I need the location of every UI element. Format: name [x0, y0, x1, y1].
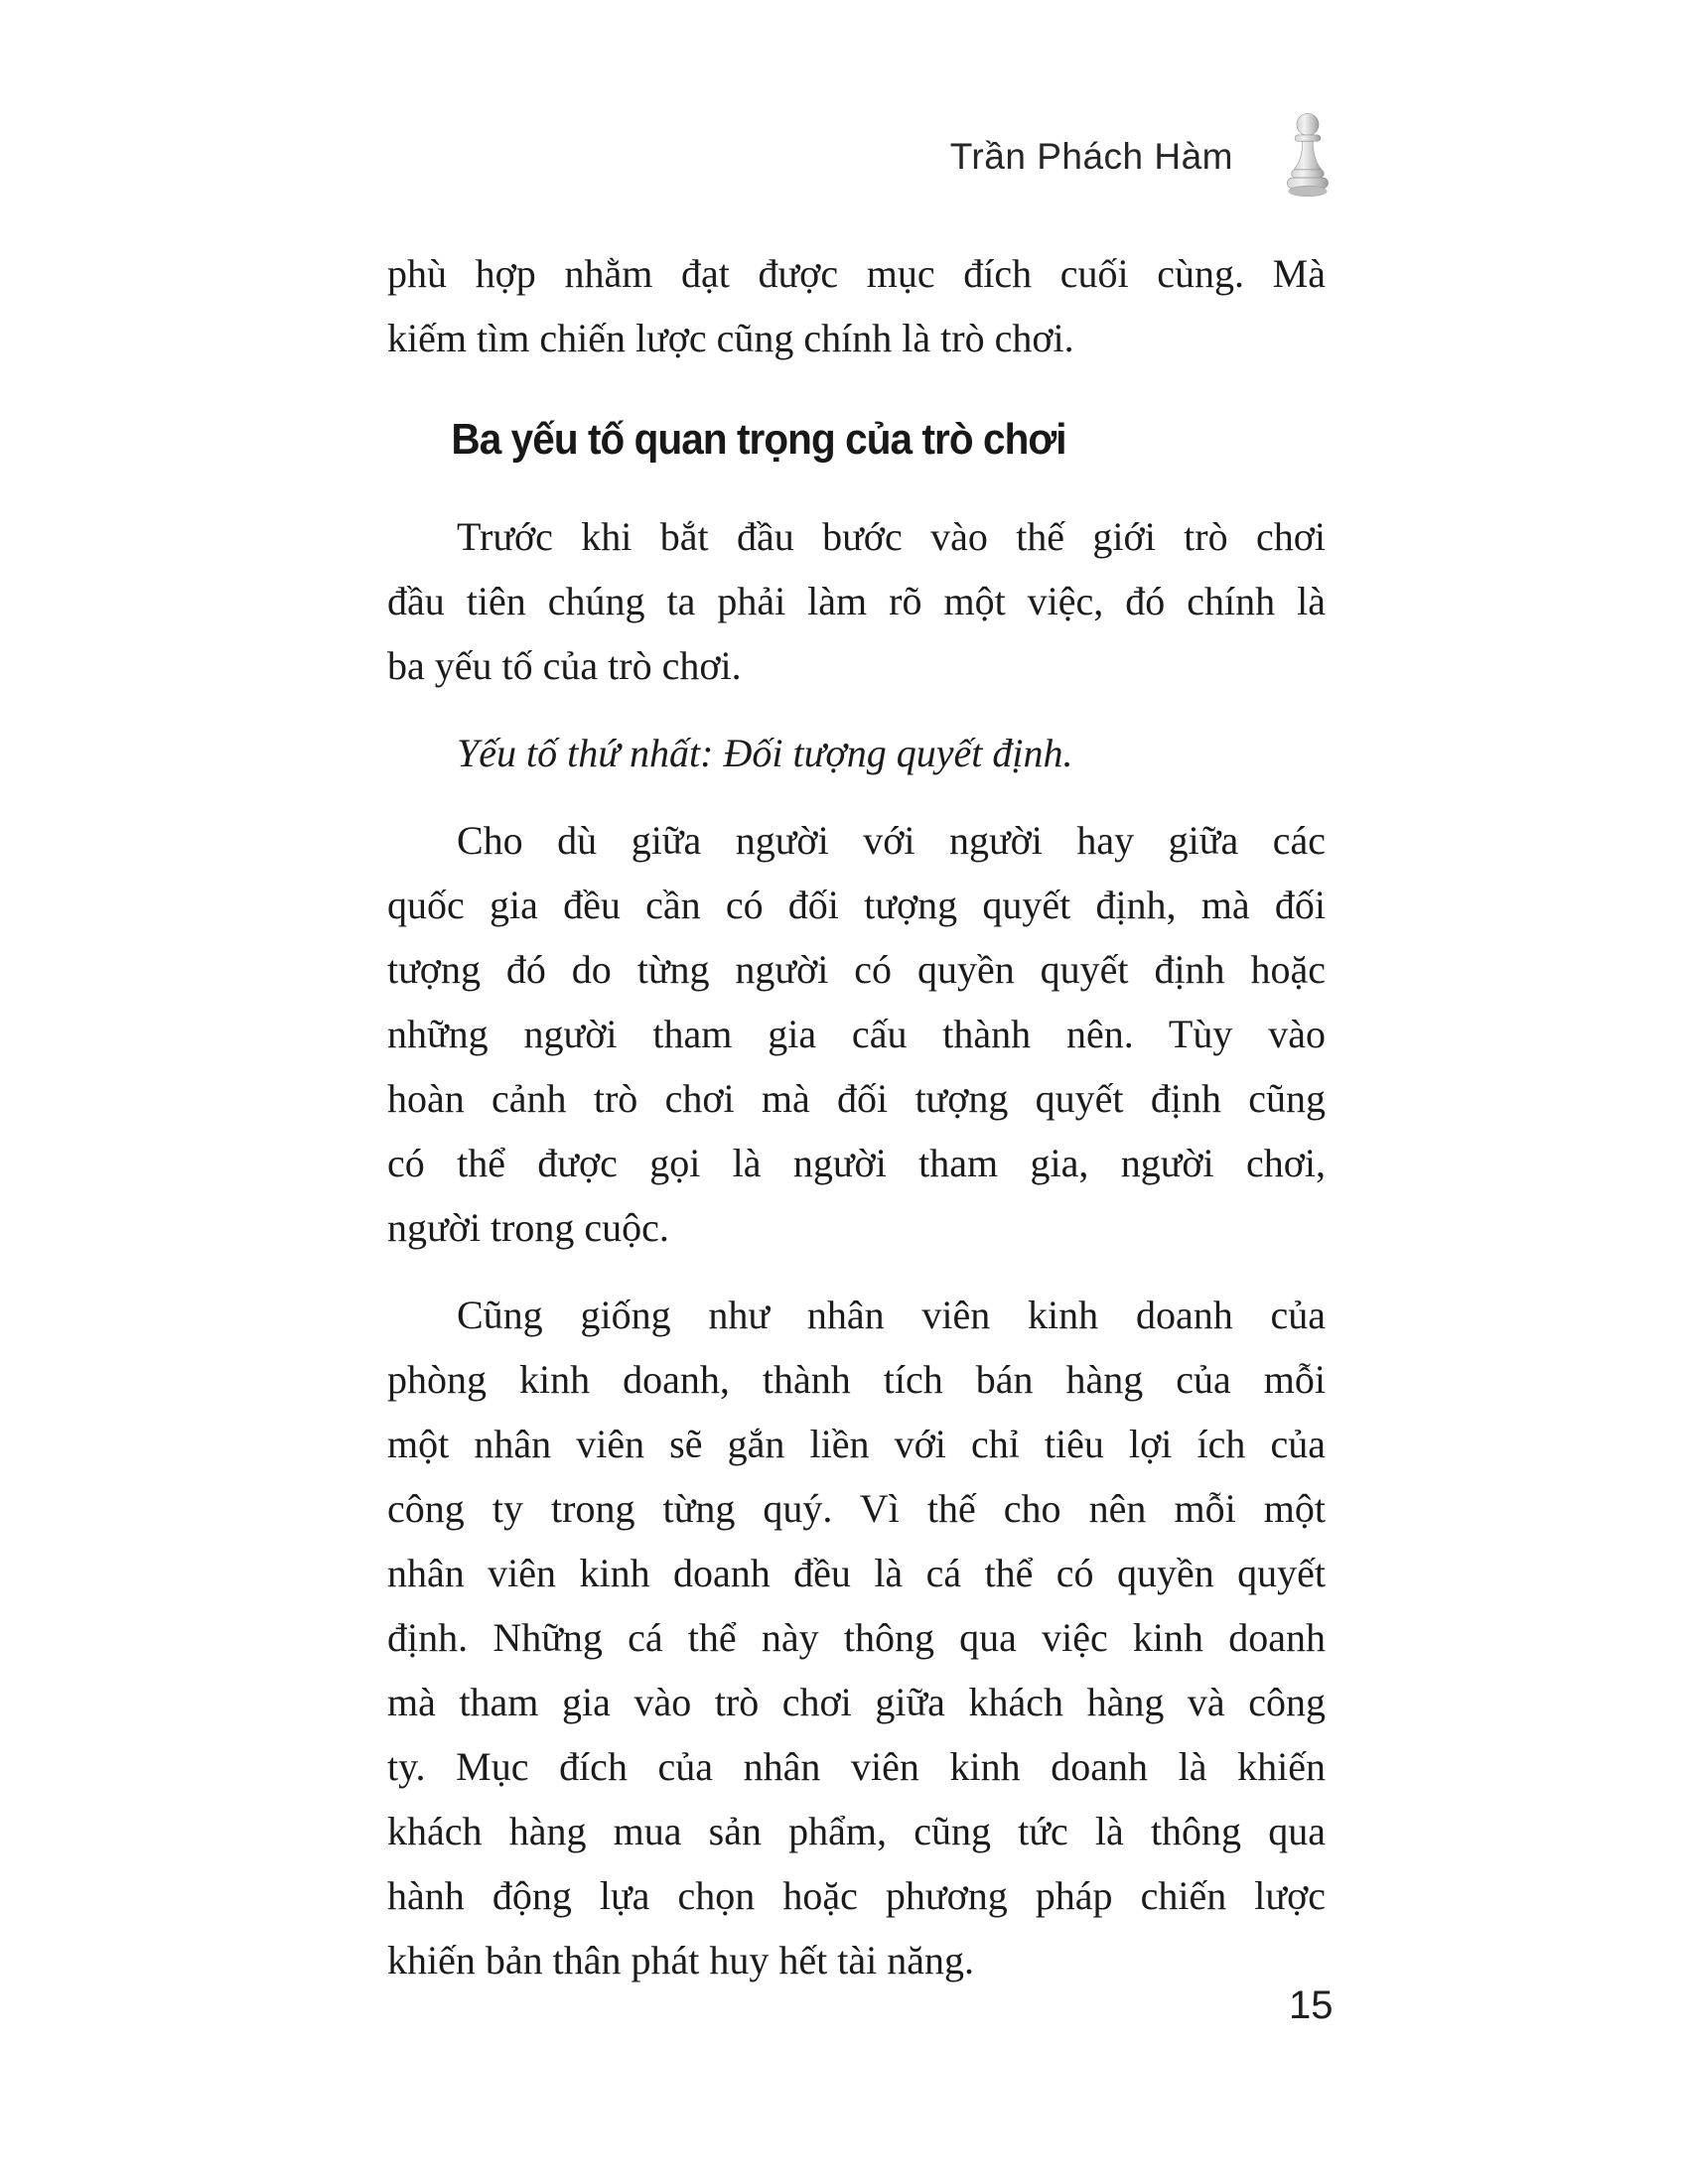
text-line: quốc gia đều cần có đối tượng quyết định, mà đối — [387, 883, 1326, 927]
text-line: hành động lựa chọn hoặc phương pháp chiến lược — [387, 1873, 1326, 1918]
text-line: đầu tiên chúng ta phải làm rõ một việc, đó chính là — [387, 579, 1326, 623]
text-line: một nhân viên sẽ gắn liền với chỉ tiêu lợi ích của — [387, 1422, 1326, 1466]
text-line: Trước khi bắt đầu bước vào thế giới trò chơi — [457, 514, 1326, 559]
text-line: định. Những cá thể này thông qua việc kinh doanh — [387, 1615, 1326, 1660]
text-line: ty. Mục đích của nhân viên kinh doanh là khiến — [387, 1744, 1326, 1789]
text-line: người trong cuộc. — [387, 1205, 669, 1250]
text-line: Cũng giống như nhân viên kinh doanh của — [457, 1293, 1326, 1337]
text-line: mà tham gia vào trò chơi giữa khách hàng và công — [387, 1680, 1326, 1724]
paragraph — [387, 1260, 1326, 1992]
text-line: hoàn cảnh trò chơi mà đối tượng quyết định cũng — [387, 1076, 1326, 1121]
text-line: Cho dù giữa người với người hay giữa các — [457, 818, 1326, 863]
chess-pawn-icon — [1285, 111, 1331, 203]
text-line: kiếm tìm chiến lược cũng chính là trò chơi. — [387, 316, 1074, 360]
text-line: ba yếu tố của trò chơi. — [387, 643, 742, 688]
text-line: có thể được gọi là người tham gia, người chơi, — [387, 1141, 1326, 1185]
paragraph — [387, 241, 1326, 370]
author-name: Trần Phách Hàm — [949, 136, 1233, 177]
text-line: phòng kinh doanh, thành tích bán hàng của mỗi — [387, 1357, 1326, 1402]
paragraph — [387, 481, 1326, 698]
paragraph — [387, 785, 1326, 1260]
page-number: 15 — [1289, 1983, 1334, 2027]
page-body — [387, 241, 1326, 1992]
text-line: nhân viên kinh doanh đều là cá thể có quyền quyết — [387, 1551, 1326, 1595]
page-header — [950, 111, 1331, 203]
text-line: công ty trong từng quý. Vì thế cho nên mỗi một — [387, 1486, 1326, 1531]
text-line: khách hàng mua sản phẩm, cũng tức là thông qua — [387, 1809, 1326, 1853]
text-line: tượng đó do từng người có quyền quyết định hoặc — [387, 947, 1326, 992]
section-heading: Ba yếu tố quan trọng của trò chơi — [451, 415, 1066, 464]
text-line: phù hợp nhằm đạt được mục đích cuối cùng. Mà — [387, 251, 1326, 296]
text-line: những người tham gia cấu thành nên. Tùy vào — [387, 1012, 1326, 1056]
subheading-italic: Yếu tố thứ nhất: Đối tượng quyết định. — [457, 731, 1073, 775]
text-line: khiến bản thân phát huy hết tài năng. — [387, 1938, 974, 1982]
